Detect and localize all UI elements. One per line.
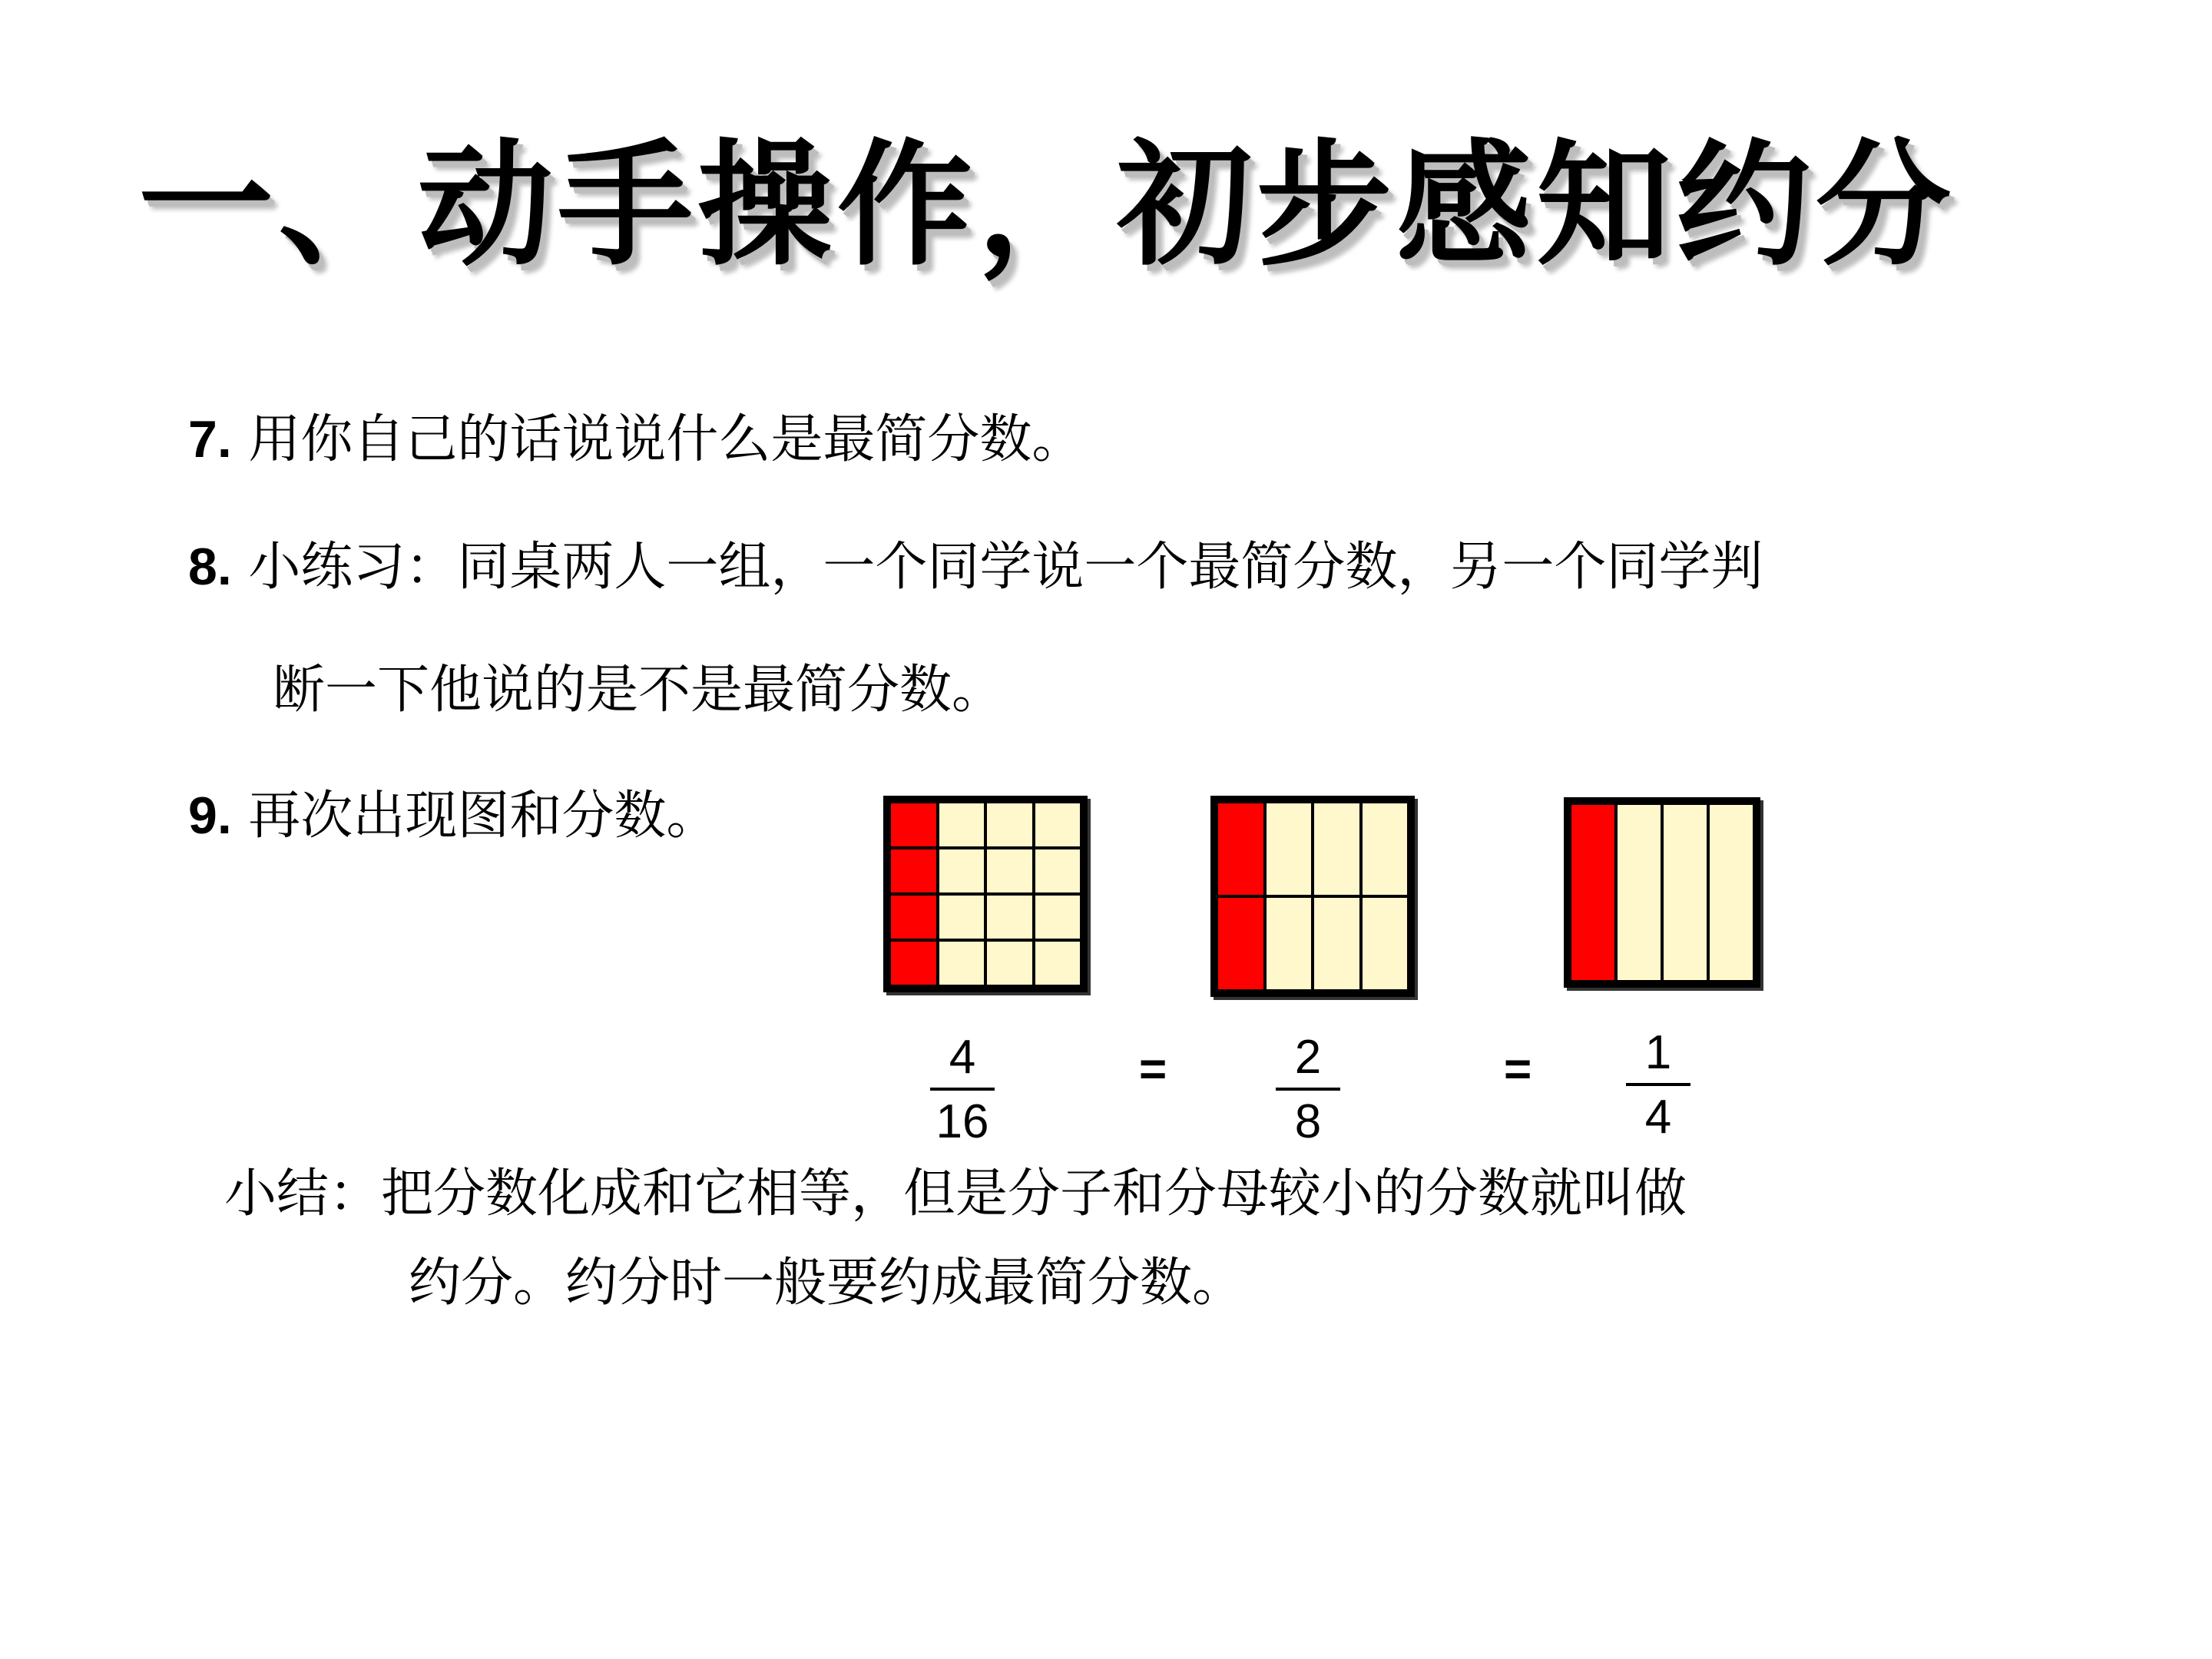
unshaded-cell (985, 848, 1034, 894)
unshaded-cell (1265, 802, 1313, 896)
summary-line-2: 约分。约分时一般要约成最简分数。 (409, 1253, 1245, 1313)
unshaded-cell (1265, 896, 1313, 991)
item-number: 7. (188, 410, 232, 469)
unshaded-cell (1361, 802, 1409, 896)
shaded-cell (889, 940, 938, 986)
list-item-8-continuation: 断一下他说的是不是最简分数。 (273, 660, 1005, 720)
denominator: 8 (1294, 1095, 1322, 1148)
unshaded-cell (938, 894, 986, 940)
unshaded-cell (1361, 896, 1409, 991)
numerator: 4 (949, 1031, 976, 1084)
equals-sign: = (1504, 1043, 1532, 1096)
item-text: 再次出现图和分数。 (248, 786, 719, 846)
fraction-4-16 (916, 1031, 1008, 1148)
list-item-9 (188, 785, 718, 848)
shaded-cell (889, 802, 938, 848)
unshaded-cell (1708, 803, 1754, 982)
item-text: 用你自己的话说说什么是最简分数。 (248, 409, 1084, 470)
fraction-grid-2-8 (1210, 796, 1415, 997)
item-number: 8. (188, 538, 232, 596)
shaded-cell (889, 894, 938, 940)
unshaded-cell (938, 802, 986, 848)
fraction-2-8 (1262, 1031, 1354, 1148)
unshaded-cell (938, 848, 986, 894)
unshaded-cell (938, 940, 986, 986)
unshaded-cell (985, 802, 1034, 848)
list-item-7 (188, 409, 1084, 472)
fraction-grid-4-16 (883, 796, 1088, 992)
fraction-1-4 (1612, 1026, 1704, 1144)
unshaded-cell (1034, 802, 1082, 848)
unshaded-cell (1313, 896, 1361, 991)
item-text: 小练习：同桌两人一组，一个同学说一个最简分数，另一个同学判 (248, 537, 1763, 598)
unshaded-cell (985, 940, 1034, 986)
unshaded-cell (1313, 802, 1361, 896)
numerator: 1 (1644, 1026, 1672, 1079)
unshaded-cell (1662, 803, 1708, 982)
unshaded-cell (1034, 940, 1082, 986)
numerator: 2 (1294, 1031, 1322, 1084)
denominator: 16 (935, 1095, 989, 1148)
fraction-grid-1-4 (1564, 797, 1760, 988)
shaded-cell (1217, 896, 1265, 991)
shaded-cell (1570, 803, 1616, 982)
page-title: 一、动手操作，初步感知约分 (138, 127, 1956, 284)
unshaded-cell (1616, 803, 1662, 982)
unshaded-cell (1034, 894, 1082, 940)
shaded-cell (1217, 802, 1265, 896)
item-number: 9. (188, 786, 232, 845)
shaded-cell (889, 848, 938, 894)
unshaded-cell (985, 894, 1034, 940)
equals-sign: = (1139, 1043, 1167, 1096)
unshaded-cell (1034, 848, 1082, 894)
summary-line-1: 小结：把分数化成和它相等，但是分子和分母较小的分数就叫做 (224, 1164, 1687, 1224)
list-item-8 (188, 536, 1763, 599)
denominator: 4 (1644, 1091, 1672, 1144)
